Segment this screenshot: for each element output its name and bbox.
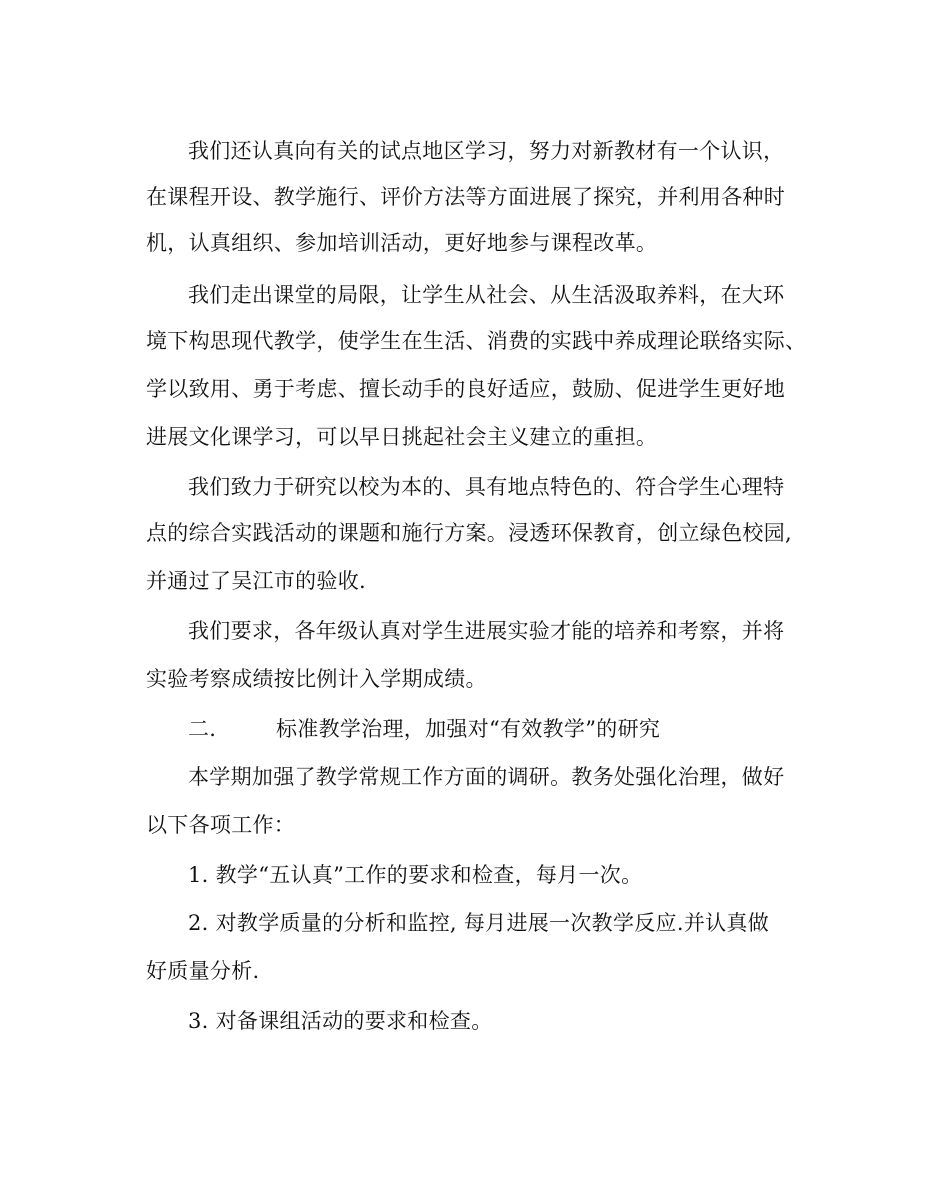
paragraph-2-line-3: 学以致用、勇于考虑、擅长动手的良好适应，鼓励、促进学生更好地	[146, 377, 785, 401]
list-item-2-line-1: 2. 对教学质量的分析和监控, 每月进展一次教学反应.并认真做	[188, 911, 770, 935]
section-number: 二.	[188, 717, 217, 741]
paragraph-2-line-1: 我们走出课堂的局限，让学生从社会、从生活汲取养料，在大环	[188, 283, 785, 307]
list-item-1: 1. 教学“五认真”工作的要求和检查，每月一次。	[188, 863, 643, 887]
paragraph-1-line-3: 机，认真组织、参加培训活动，更好地参与课程改革。	[146, 231, 658, 255]
paragraph-1-line-2: 在课程开设、教学施行、评价方法等方面进展了探究，并利用各种时	[146, 185, 785, 209]
paragraph-1-line-1: 我们还认真向有关的试点地区学习，努力对新教材有一个认识，	[188, 139, 785, 163]
paragraph-3-line-2: 点的综合实践活动的课题和施行方案。浸透环保教育，创立绿色校园,	[146, 521, 792, 545]
list-item-3: 3. 对备课组活动的要求和检查。	[188, 1009, 493, 1033]
list-item-2-line-2: 好质量分析.	[146, 959, 260, 983]
paragraph-3-line-3: 并通过了吴江市的验收.	[146, 569, 366, 593]
paragraph-3-line-1: 我们致力于研究以校为本的、具有地点特色的、符合学生心理特	[188, 475, 785, 499]
paragraph-4-line-1: 我们要求，各年级认真对学生进展实验才能的培养和考察，并将	[188, 619, 785, 643]
paragraph-2-line-4: 进展文化课学习，可以早日挑起社会主义建立的重担。	[146, 425, 658, 449]
paragraph-4-line-2: 实验考察成绩按比例计入学期成绩。	[146, 667, 487, 691]
paragraph-2-line-2: 境下构思现代教学，使学生在生活、消费的实践中养成理论联络实际、	[146, 329, 807, 353]
section-heading	[146, 715, 816, 743]
paragraph-5-line-1: 本学期加强了教学常规工作方面的调研。教务处强化治理，做好	[188, 765, 785, 789]
paragraph-5-line-2: 以下各项工作：	[146, 813, 296, 837]
section-title: 标准教学治理，加强对“有效教学”的研究	[276, 717, 661, 741]
